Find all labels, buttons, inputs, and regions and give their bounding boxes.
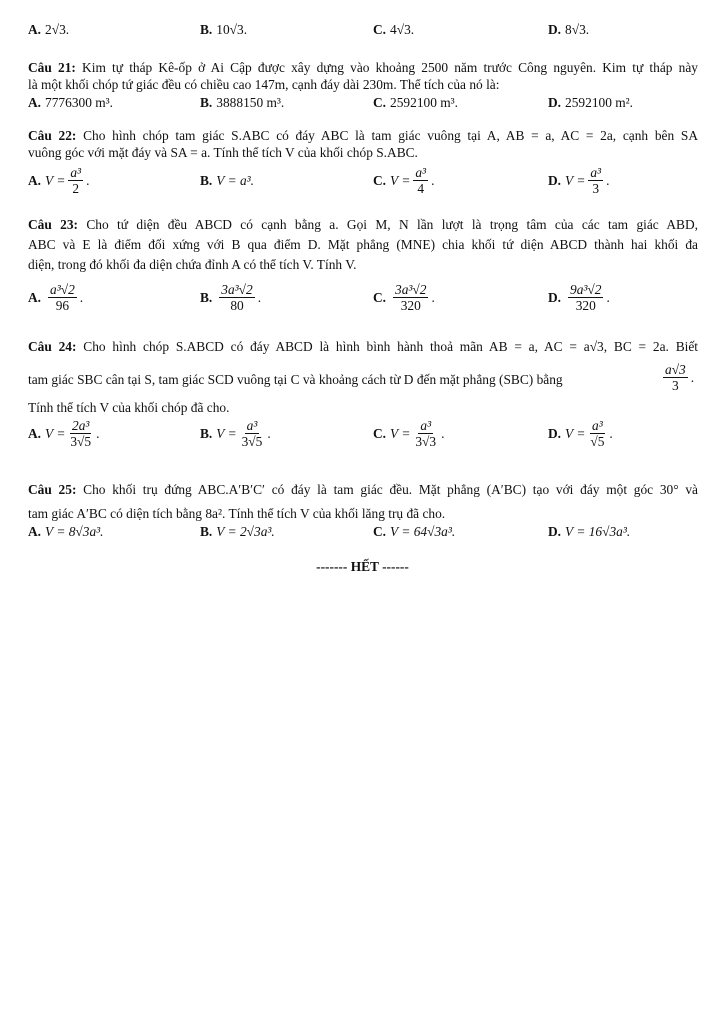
question-23-text: Câu 23: Cho tứ diện đều ABCD có cạnh bằng a. Gọi M, N lần lượt là trọng tâm của các tam giác ABD, ABC và E là điểm đối xứng với B qua điểm D. Mặt phẳng (MNE) chia khối tứ diện ABCD thành hai khối đa diện, trong đó khối đa diện chứa đỉnh A có thể tích V. Tính V. — [28, 217, 698, 272]
question-23-options — [28, 282, 698, 318]
fraction: $\frac{\text{a³}}{2}$ — [70, 165, 82, 196]
option-c: C. V = $\frac{\text{a³}}{4}$ . — [373, 165, 435, 196]
option-a: A. $\frac{\text{a³√2}}{96}$ . — [28, 282, 84, 313]
fraction: $\frac{\text{3a³√2}}{80}$ — [221, 282, 253, 313]
question-22-text: Câu 22: Cho hình chóp tam giác S.ABC có đáy ABC là tam giác vuông tại A, AB = a, AC = 2a, cạnh bên SA vuông góc với mặt đáy và SA = a. Tính thể tích V của khối chóp S.ABC. — [28, 128, 698, 160]
option-d: D. $\frac{\text{9a³√2}}{320}$ . — [548, 282, 610, 313]
option-b: B. V = a³. — [200, 173, 255, 188]
question-21-text: Câu 21: Kim tự tháp Kê-ốp ở Ai Cập được xây dựng vào khoảng 2500 năm trước Công nguyên. Kim tự tháp này là một khối chóp tứ giác đều có chiều cao 147m, cạnh đáy dài 230m. Thể tích của nó là: — [28, 60, 698, 92]
option-c: C. V = 64√3a³. — [373, 524, 456, 539]
question-24-line2: tam giác SBC cân tại S, tam giác SCD vuông tại C và khoảng cách từ D đến mặt phẳng (SBC) bằng $\frac{a√3}{3}$ . — [28, 362, 695, 393]
question-25-text: Câu 25: Cho khối trụ đứng ABC.A′B′C′ có đáy là tam giác đều. Mặt phẳng (A′BC) tạo với đáy một góc 30° và tam giác A′BC có diện tích bằng 8a². Tính thể tích V của khối lăng trụ đã cho. — [28, 482, 698, 521]
option-b: B. V = $\frac{\text{a³}}{3√5}$ . — [200, 418, 271, 449]
end-marker: ------- HẾT ------ — [316, 559, 409, 574]
fraction: $\frac{\text{a³}}{3√3}$ — [415, 418, 437, 449]
option-c: C. $\frac{\text{3a³√2}}{320}$ . — [373, 282, 435, 313]
fraction: $\frac{a√3}{3}$ . — [665, 362, 695, 393]
fraction: $\frac{\text{a³√2}}{96}$ — [50, 282, 75, 313]
option-b: B. $\frac{\text{3a³√2}}{80}$ . — [200, 282, 262, 313]
option-c: C. V = $\frac{\text{a³}}{3√3}$ . — [373, 418, 445, 449]
option-a: A. V = 8√3a³. — [28, 524, 104, 539]
fraction: $\frac{\text{9a³√2}}{320}$ — [570, 282, 602, 313]
option-b: B. V = 2√3a³. — [200, 524, 275, 539]
option-a: A. 7776300 m³. — [28, 95, 114, 110]
option-d: D. 2592100 m². — [548, 95, 634, 110]
fraction: $\frac{\text{a³}}{4}$ — [415, 165, 427, 196]
option-b: B. 3888150 m³. — [200, 95, 285, 110]
fraction: $\frac{\text{a³}}{3√5}$ — [241, 418, 263, 449]
option-a: A. V = $\frac{\text{a³}}{2}$ . — [28, 165, 90, 196]
option-b: B. 10√3. — [200, 22, 248, 37]
fraction: $\frac{\text{3a³√2}}{320}$ — [395, 282, 427, 313]
question-24-text: Câu 24: Cho hình chóp S.ABCD có đáy ABCD là hình bình hành thoả mãn AB = a, AC = a√3, BC = 2a. Biết — [28, 339, 699, 354]
option-d: D. 8√3. — [548, 22, 590, 37]
fraction: $\frac{\text{2a³}}{3√5}$ — [70, 418, 92, 449]
option-d: D. V = $\frac{\text{a³}}{√5}$ . — [548, 418, 613, 449]
option-a: A. V = $\frac{\text{2a³}}{3√5}$ . — [28, 418, 100, 449]
option-c: C. 2592100 m³. — [373, 95, 459, 110]
fraction: $\frac{\text{a³}}{√5}$ — [590, 418, 605, 449]
option-d: D. V = $\frac{\text{a³}}{3}$ . — [548, 165, 610, 196]
question-24-options — [28, 418, 698, 458]
option-a: A. 2√3. — [28, 22, 70, 37]
question-22-options — [28, 165, 698, 201]
fraction: $\frac{\text{a³}}{3}$ — [590, 165, 602, 196]
option-d: D. V = 16√3a³. — [548, 524, 631, 539]
question-24-line3: Tính thể tích V của khối chóp đã cho. — [28, 400, 230, 415]
option-c: C. 4√3. — [373, 22, 415, 37]
